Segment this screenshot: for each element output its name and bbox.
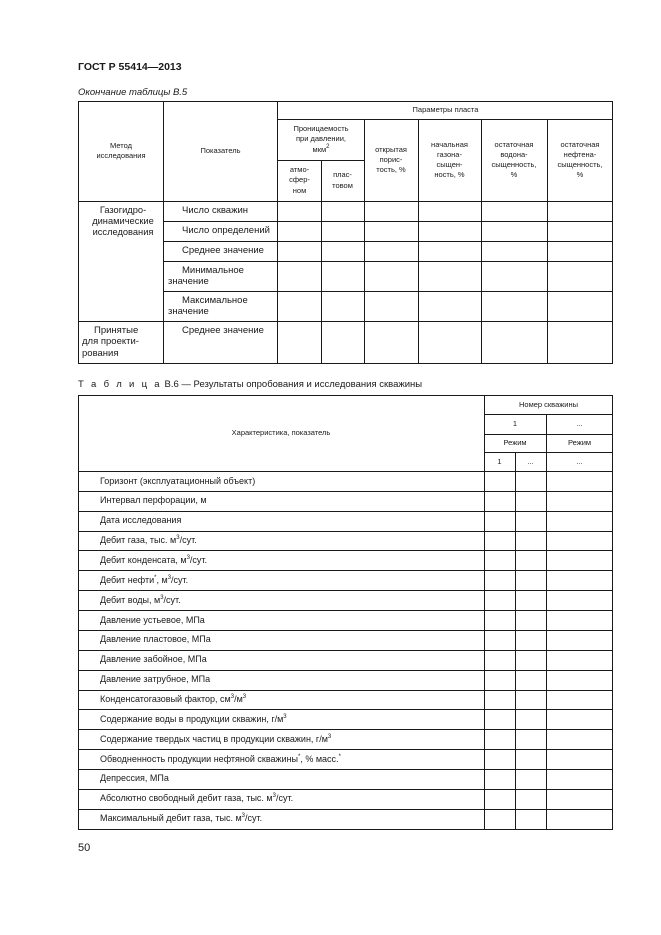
table-b5-rule: [163, 291, 613, 292]
table-continuation-caption: Окончание таблицы В.5: [78, 87, 188, 98]
table-label: Т а б л и ц а: [78, 379, 162, 390]
column-header-gas-saturation: начальная газона- сыщен- ность, %: [431, 139, 468, 180]
indicator-minimum: Минимальное значение: [168, 265, 244, 288]
column-header-sub-more-2: ...: [576, 456, 583, 466]
row-superscript: 3: [283, 713, 287, 720]
column-header-well-number: Номер скважины: [518, 399, 578, 409]
column-header-porosity: открытая порис- тость, %: [375, 144, 407, 175]
table-row-rule: [78, 570, 613, 571]
table-b6-border-bottom: [78, 829, 613, 830]
column-header-indicator: Показатель: [200, 145, 241, 155]
row-superscript: 3: [160, 594, 164, 601]
indicator-average: Среднее значение: [182, 245, 264, 256]
table-row-rule: [78, 550, 613, 551]
row-superscript: *: [298, 753, 301, 760]
column-header-characteristic: Характеристика, показатель: [231, 428, 331, 438]
table-row-rule: [78, 590, 613, 591]
table-row-rule: [78, 809, 613, 810]
method-accepted-for-design: Принятые для проекти- рования: [82, 325, 139, 359]
table-row-rule: [78, 471, 613, 472]
column-header-permeability: Проницаемость при давлении, мкм$^2$: [293, 124, 349, 154]
permeability-label: Проницаемость при давлении, мкм: [293, 124, 349, 154]
table-row: [100, 694, 246, 704]
table-row-rule: [78, 690, 613, 691]
indicator-average-design: Среднее значение: [182, 325, 264, 336]
column-header-perm-atmospheric: атмо- сфер- ном: [289, 165, 310, 195]
row-label-tail: /сут.: [244, 813, 263, 824]
table-row: [100, 734, 331, 744]
row-superscript: *: [338, 753, 341, 760]
table-row: [100, 495, 207, 505]
table-b5-rule: [163, 221, 613, 222]
table-row: [100, 615, 205, 625]
table-row-rule: [78, 531, 613, 532]
table-row-rule: [78, 511, 613, 512]
row-label: Давление забойное, МПа: [100, 654, 207, 665]
table-b5-rule: [163, 261, 613, 262]
column-header-mode-2: Режим: [567, 437, 592, 447]
table-row-rule: [78, 670, 613, 671]
row-label: Содержание твердых частиц в продукции скважин, г/м: [100, 733, 328, 744]
row-label-tail: /м: [234, 694, 243, 704]
table-row: [100, 535, 197, 545]
table-row-rule: [78, 630, 613, 631]
table-row: [100, 793, 293, 803]
row-label: Депрессия, МПа: [100, 773, 169, 784]
table-b6-rule: [515, 452, 516, 829]
table-row-rule: [78, 789, 613, 790]
column-header-parameters: Параметры пласта: [412, 105, 479, 115]
indicator-wells-count: Число скважин: [182, 205, 248, 216]
row-label-tail: /сут.: [189, 554, 208, 565]
column-header-sub-more: ...: [527, 456, 534, 466]
row-label: Интервал перфорации, м: [100, 495, 207, 506]
page-number: 50: [78, 842, 91, 854]
table-row-rule: [78, 769, 613, 770]
table-row-rule: [78, 610, 613, 611]
column-header-method: Метод исследования: [96, 140, 146, 160]
row-superscript: 3: [242, 694, 247, 700]
row-label: Горизонт (эксплуатационный объект): [100, 475, 256, 486]
row-label: Дебит воды, м: [100, 594, 161, 605]
document-code: ГОСТ Р 55414—2013: [78, 61, 182, 73]
row-label-tail: , м: [156, 574, 168, 585]
table-row: [100, 813, 262, 823]
column-header-perm-reservoir: плас- товом: [332, 170, 353, 190]
row-superscript: 3: [176, 535, 180, 542]
table-row-rule: [78, 749, 613, 750]
row-superscript: 3: [167, 574, 172, 581]
row-superscript: 3: [230, 694, 235, 700]
column-header-oil-saturation: остаточная нефтена- сыщенность, %: [557, 139, 603, 180]
table-row-rule: [78, 709, 613, 710]
row-label: Давление пластовое, МПа: [100, 634, 211, 645]
table-row: [100, 674, 210, 684]
row-label: Дебит конденсата, м: [100, 554, 187, 565]
row-label-tail: /сут.: [275, 793, 294, 804]
table-row: [100, 575, 188, 585]
row-label: Содержание воды в продукции скважин, г/м: [100, 713, 284, 724]
table-row: [100, 476, 255, 486]
table-b5-rule: [78, 321, 613, 322]
row-label: Обводненность продукции нефтяной скважины: [100, 753, 299, 764]
table-row: [100, 515, 181, 525]
column-header-well-more: ...: [576, 418, 583, 428]
column-header-water-saturation: остаточная водона- сыщенность, %: [491, 139, 537, 180]
column-header-mode-1: Режим: [503, 437, 527, 447]
row-label-tail: /сут.: [163, 594, 181, 605]
table-row: [100, 773, 169, 783]
row-label: Давление устьевое, МПа: [100, 614, 205, 625]
table-row-rule: [78, 729, 613, 730]
row-label-tail: /сут.: [171, 574, 189, 585]
column-header-well-1: 1: [512, 418, 518, 428]
table-b5-border-bottom: [78, 363, 613, 364]
table-row: [100, 654, 207, 664]
row-superscript: 3: [186, 554, 190, 561]
row-label: Максимальный дебит газа, тыс. м: [100, 813, 242, 824]
table-row: [100, 595, 181, 605]
table-b5-rule: [78, 201, 613, 202]
indicator-determinations-count: Число определений: [182, 225, 270, 236]
row-label: Дебит газа, тыс. м: [100, 535, 177, 546]
row-superscript: *: [154, 574, 157, 581]
table-row: [100, 634, 211, 644]
indicator-maximum: Максимальное значение: [168, 295, 248, 318]
row-label: Конденсатогазовый фактор, см: [100, 694, 231, 704]
table-b5-rule: [163, 241, 613, 242]
row-label: Абсолютно свободный дебит газа, тыс. м: [100, 793, 273, 804]
table-row: [100, 714, 287, 724]
table-title: В.6 — Результаты опробования и исследования скважины: [161, 379, 423, 390]
row-superscript: 3: [272, 793, 276, 800]
row-label-tail: /сут.: [179, 535, 197, 546]
row-label: Дата исследования: [100, 515, 182, 526]
method-gas-hydrodynamic: Газогидро- динамические исследования: [92, 205, 154, 238]
table-b6-rule: [546, 414, 547, 829]
column-header-sub-1: 1: [497, 456, 502, 466]
table-b6-caption: [78, 379, 422, 390]
table-row-rule: [78, 650, 613, 651]
row-label-tail: , % масс.: [300, 753, 339, 764]
row-superscript: 3: [327, 733, 332, 740]
table-row-rule: [78, 491, 613, 492]
row-superscript: 3: [241, 813, 245, 820]
table-row: [100, 754, 341, 764]
row-label: Дебит нефти: [100, 574, 155, 585]
table-row: [100, 555, 207, 565]
row-label: Давление затрубное, МПа: [100, 674, 211, 685]
